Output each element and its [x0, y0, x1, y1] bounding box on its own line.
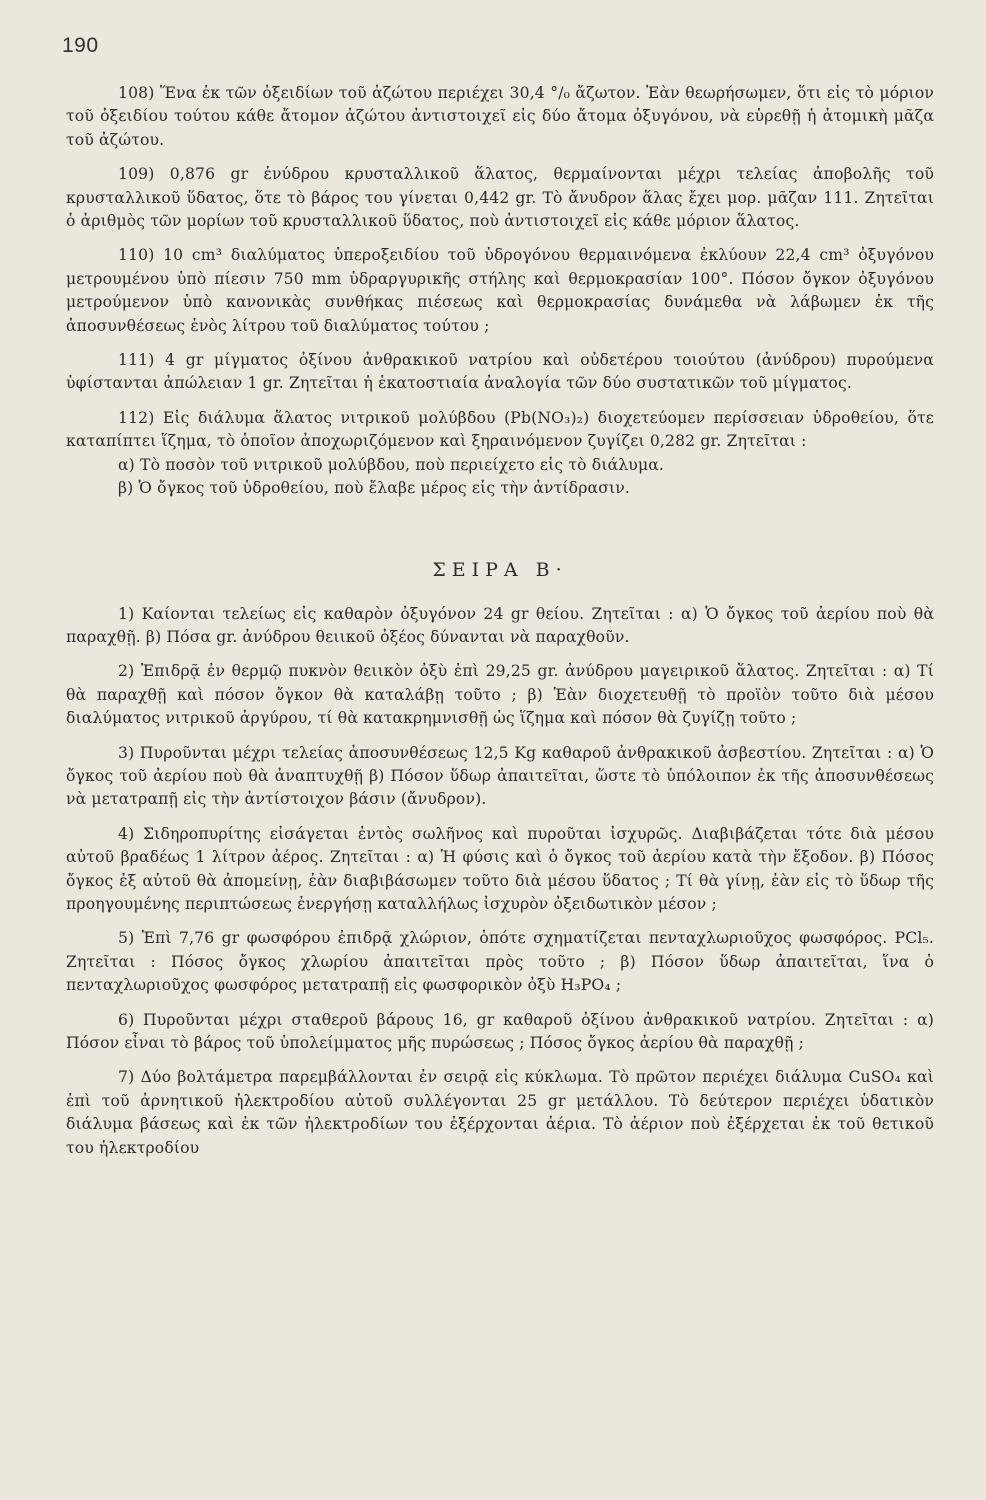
- problem-108: 108) Ἕνα ἐκ τῶν ὀξειδίων τοῦ ἀζώτου περιέχει 30,4 °/₀ ἄζωτον. Ἐὰν θεωρήσωμεν, ὅτι εἰς τὸ μόριον τοῦ ὀξειδίου τούτου κάθε ἄτομον ἀζώτου ἀντιστοιχεῖ εἰς δύο ἄτομα ὀξυγόνου, νὰ εὑρεθῇ ἡ ἀτομικὴ μᾶζα τοῦ ἀζώτου.: [66, 84, 934, 149]
- problem-b5: 5) Ἐπὶ 7,76 gr φωσφόρου ἐπιδρᾷ χλώριον, ὁπότε σχηματίζεται πενταχλωριοῦχος φωσφόρος. PCl₅. Ζητεῖται : Πόσος ὄγκος χλωρίου ἀπαιτεῖται πρὸς τοῦτο ; β) Πόσον ὕδωρ ἀπαιτεῖται, ἵνα ὁ πενταχλωριοῦχος φωσφόρος μετατραπῇ εἰς φωσφορικὸν ὀξὺ H₃PO₄ ;: [66, 929, 934, 995]
- problem-109: 109) 0,876 gr ἐνύδρου κρυσταλλικοῦ ἅλατος, θερμαίνονται μέχρι τελείας ἀποβολῆς τοῦ κρυσταλλικοῦ ὕδατος, ὅτε τὸ βάρος του γίνεται 0,442 gr. Τὸ ἄνυδρον ἅλας ἔχει μορ. μᾶζαν 111. Ζητεῖται ὁ ἀριθμὸς τῶν μορίων τοῦ κρυσταλλικοῦ ὕδατος, ποὺ ἀντιστοιχεῖ εἰς κάθε μόριον ἅλατος.: [66, 165, 934, 231]
- problem-112: 112) Εἰς διάλυμα ἅλατος νιτρικοῦ μολύβδου (Pb(NO₃)₂) διοχετεύομεν περίσσειαν ὑδροθείου, ὅτε καταπίπτει ἵζημα, τὸ ὁποῖον ἀποχωριζόμενον καὶ ξηραινόμενον ζυγίζει 0,282 gr. Ζητεῖται :: [66, 408, 934, 451]
- problem-b1: 1) Καίονται τελείως εἰς καθαρὸν ὀξυγόνον 24 gr θείου. Ζητεῖται : α) Ὁ ὄγκος τοῦ ἀερίου ποὺ θὰ παραχθῇ. β) Πόσα gr. ἀνύδρου θειικοῦ ὀξέος δύνανται νὰ παραχθοῦν.: [66, 604, 934, 646]
- problem-111: 111) 4 gr μίγματος ὀξίνου ἀνθρακικοῦ νατρίου καὶ οὐδετέρου τοιούτου (ἀνύδρου) πυρούμενα ὑφίστανται ἀπώλειαν 1 gr. Ζητεῖται ἡ ἑκατοστιαία ἀναλογία τῶν δύο συστατικῶν τοῦ μίγματος.: [66, 351, 934, 393]
- problem-b2: 2) Ἐπιδρᾷ ἐν θερμῷ πυκνὸν θειικὸν ὀξὺ ἐπὶ 29,25 gr. ἀνύδρου μαγειρικοῦ ἅλατος. Ζητεῖται : α) Τί θὰ παραχθῇ καὶ πόσον ὄγκον θὰ καταλάβῃ τοῦτο ; β) Ἐὰν διοχετευθῇ τὸ προϊὸν τοῦτο διὰ μέσου διαλύματος νιτρικοῦ ἀργύρου, τί θὰ κατακρημνισθῇ ὡς ἵζημα καὶ πόσον θὰ ζυγίζῃ τοῦτο ;: [66, 662, 934, 728]
- section-heading: ΣΕΙΡΑ Β·: [432, 558, 568, 581]
- problem-b7: 7) Δύο βολτάμετρα παρεμβάλλονται ἐν σειρᾷ εἰς κύκλωμα. Τὸ πρῶτον περιέχει διάλυμα CuSO₄ καὶ ἐπὶ τοῦ ἀρνητικοῦ ἠλεκτροδίου αὐτοῦ συλλέγονται 25 gr μετάλλου. Τὸ δεύτερον περιέχει ὑδατικὸν διάλυμα βάσεως καὶ ἐκ τῶν ἠλεκτροδίων του ἐξέρχονται ἀέρια. Τὸ ἀέριον ποὺ ἐξέρχεται ἐκ τοῦ θετικοῦ του ἠλεκτροδίου: [66, 1068, 934, 1157]
- problem-112-subitem-a: α) Τὸ ποσὸν τοῦ νιτρικοῦ μολύβδου, ποὺ περιείχετο εἰς τὸ διάλυμα.: [118, 455, 665, 474]
- problem-b4: 4) Σιδηροπυρίτης εἰσάγεται ἐντὸς σωλῆνος καὶ πυροῦται ἰσχυρῶς. Διαβιβάζεται τότε διὰ μέσου αὐτοῦ βραδέως 1 λίτρον ἀέρος. Ζητεῖται : α) Ἡ φύσις καὶ ὁ ὄγκος τοῦ ἀερίου κατὰ τὴν ἔξοδον. β) Πόσος ὄγκος ἐξ αὐτοῦ θὰ ἀπομείνῃ, ἐὰν διαβιβάσωμεν τοῦτο διὰ μέσου ὕδατος ; Τί θὰ γίνῃ, ἐὰν εἰς τὸ ὕδωρ τῆς προηγουμένης περιπτώσεως ἐνεργήσῃ καταλλήλως ἰσχυρὸν ὀξειδωτικὸν μέσον ;: [66, 824, 934, 913]
- problem-110: 110) 10 cm³ διαλύματος ὑπεροξειδίου τοῦ ὑδρογόνου θερμαινόμενα ἐκλύουν 22,4 cm³ ὀξυγόνου μετρουμένου ὑπὸ πίεσιν 750 mm ὑδραργυρικῆς στήλης καὶ θερμοκρασίαν 100°. Πόσον ὄγκον ὀξυγόνου μετρούμενον ὑπὸ κανονικὰς συνθήκας πιέσεως καὶ θερμοκρασίας δυνάμεθα νὰ λάβωμεν ἐκ τῆς ἀποσυνθέσεως ἑνὸς λίτρου τοῦ διαλύματος τούτου ;: [66, 246, 934, 335]
- problem-b6: 6) Πυροῦνται μέχρι σταθεροῦ βάρους 16, gr καθαροῦ ὀξίνου ἀνθρακικοῦ νατρίου. Ζητεῖται : α) Πόσον εἶναι τὸ βάρος τοῦ ὑπολείμματος μῆς πυρώσεως ; Πόσος ὄγκος ἀερίου θὰ παραχθῇ ;: [66, 1010, 934, 1052]
- page-number: 190: [62, 34, 99, 57]
- problem-b3: 3) Πυροῦνται μέχρι τελείας ἀποσυνθέσεως 12,5 Kg καθαροῦ ἀνθρακικοῦ ἀσβεστίου. Ζητεῖται : α) Ὁ ὄγκος τοῦ ἀερίου ποὺ θὰ ἀναπτυχθῇ β) Πόσον ὕδωρ ἀπαιτεῖται, ὥστε τὸ ὑπόλοιπον ἐκ τῆς ἀποσυνθέσεως νὰ μετατραπῇ εἰς τὴν ἀντίστοιχον βάσιν (ἄνυδρον).: [66, 743, 934, 809]
- problem-112-subitem-b: β) Ὁ ὄγκος τοῦ ὑδροθείου, ποὺ ἔλαβε μέρος εἰς τὴν ἀντίδρασιν.: [118, 479, 631, 498]
